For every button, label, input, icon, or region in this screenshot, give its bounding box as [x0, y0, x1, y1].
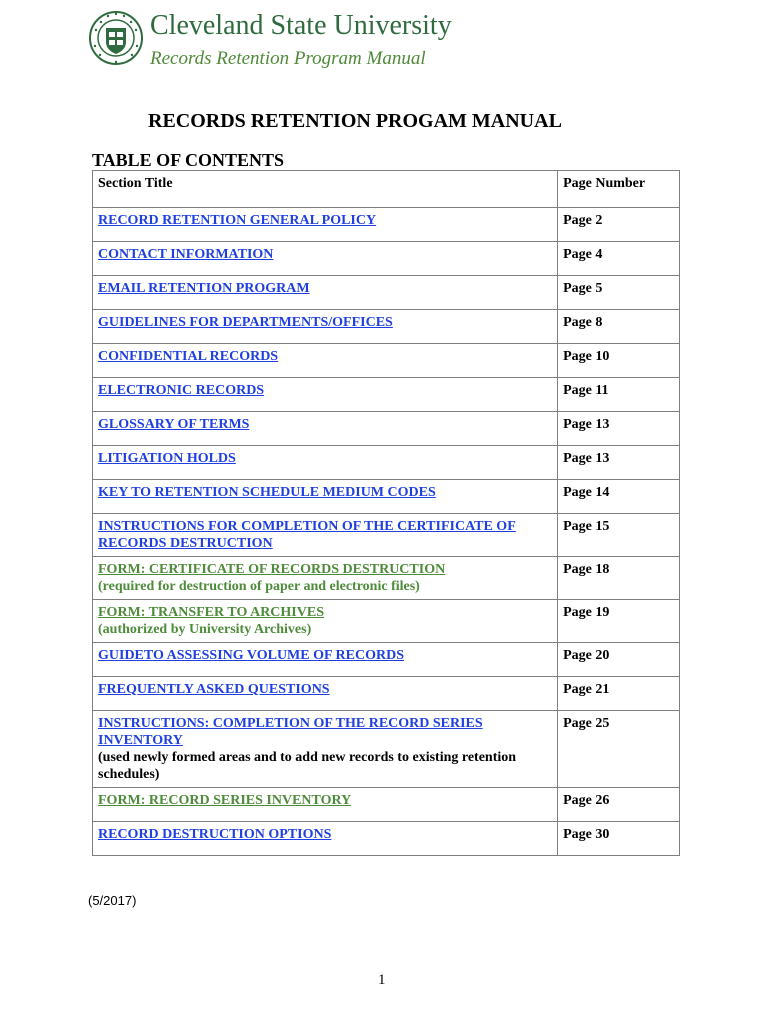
toc-row	[93, 310, 680, 344]
toc-row	[93, 711, 680, 788]
toc-link-faq[interactable]: FREQUENTLY ASKED QUESTIONS	[98, 682, 330, 697]
toc-row	[93, 600, 680, 643]
toc-page: Page 10	[558, 344, 680, 378]
toc-link-guidelines[interactable]: GUIDELINES FOR DEPARTMENTS/OFFICES	[98, 315, 393, 330]
toc-page: Page 18	[558, 557, 680, 600]
toc-row	[93, 514, 680, 557]
toc-row	[93, 557, 680, 600]
toc-link-certificate-instructions[interactable]: INSTRUCTIONS FOR COMPLETION OF THE CERTIFICATE OF RECORDS DESTRUCTION	[98, 519, 516, 551]
toc-page: Page 13	[558, 446, 680, 480]
toc-table	[92, 170, 680, 856]
toc-link-destruction-options[interactable]: RECORD DESTRUCTION OPTIONS	[98, 827, 332, 842]
toc-link-contact-information[interactable]: CONTACT INFORMATION	[98, 247, 274, 262]
toc-page: Page 4	[558, 242, 680, 276]
toc-page: Page 20	[558, 643, 680, 677]
toc-link-litigation-holds[interactable]: LITIGATION HOLDS	[98, 451, 236, 466]
toc-link-transfer-form[interactable]: FORM: TRANSFER TO ARCHIVES	[98, 605, 324, 620]
toc-page: Page 8	[558, 310, 680, 344]
toc-row	[93, 822, 680, 856]
university-name: Cleveland State University	[150, 10, 452, 41]
toc-page: Page 25	[558, 711, 680, 788]
toc-page: Page 15	[558, 514, 680, 557]
toc-link-inventory-form[interactable]: FORM: RECORD SERIES INVENTORY	[98, 793, 352, 808]
toc-link-certificate-form[interactable]: FORM: CERTIFICATE OF RECORDS DESTRUCTION	[98, 562, 446, 577]
toc-row	[93, 208, 680, 242]
toc-row	[93, 446, 680, 480]
toc-link-inventory-instructions[interactable]: INSTRUCTIONS: COMPLETION OF THE RECORD SERIES INVENTORY	[98, 716, 483, 748]
toc-link-volume-guide[interactable]: GUIDETO ASSESSING VOLUME OF RECORDS	[98, 648, 404, 663]
toc-note: (authorized by University Archives)	[98, 622, 312, 637]
toc-link-electronic-records[interactable]: ELECTRONIC RECORDS	[98, 383, 265, 398]
toc-note: (used newly formed areas and to add new records to existing retention schedules)	[98, 750, 517, 782]
toc-heading: TABLE OF CONTENTS	[92, 150, 285, 170]
toc-page: Page 21	[558, 677, 680, 711]
toc-row	[93, 480, 680, 514]
toc-header-row	[93, 171, 680, 208]
revision-date: (5/2017)	[88, 893, 137, 908]
toc-row	[93, 276, 680, 310]
toc-link-medium-codes[interactable]: KEY TO RETENTION SCHEDULE MEDIUM CODES	[98, 485, 436, 500]
toc-page: Page 19	[558, 600, 680, 643]
toc-link-email-retention[interactable]: EMAIL RETENTION PROGRAM	[98, 281, 310, 296]
toc-row	[93, 378, 680, 412]
toc-page: Page 5	[558, 276, 680, 310]
toc-row	[93, 643, 680, 677]
manual-subtitle: Records Retention Program Manual	[150, 48, 426, 69]
page-number-header: Page Number	[558, 171, 680, 208]
toc-page: Page 2	[558, 208, 680, 242]
toc-page: Page 13	[558, 412, 680, 446]
toc-note: (required for destruction of paper and electronic files)	[98, 579, 420, 594]
toc-row	[93, 412, 680, 446]
section-title-header: Section Title	[93, 171, 558, 208]
toc-link-confidential-records[interactable]: CONFIDENTIAL RECORDS	[98, 349, 279, 364]
toc-link-glossary[interactable]: GLOSSARY OF TERMS	[98, 417, 250, 432]
document-title: RECORDS RETENTION PROGAM MANUAL	[148, 110, 562, 132]
letterhead	[88, 6, 688, 74]
toc-page: Page 11	[558, 378, 680, 412]
toc-row	[93, 242, 680, 276]
page-number: 1	[378, 972, 386, 988]
toc-row	[93, 788, 680, 822]
toc-row	[93, 677, 680, 711]
toc-page: Page 30	[558, 822, 680, 856]
university-seal-icon	[88, 6, 144, 70]
toc-link-general-policy[interactable]: RECORD RETENTION GENERAL POLICY	[98, 213, 377, 228]
toc-page: Page 14	[558, 480, 680, 514]
toc-row	[93, 344, 680, 378]
toc-page: Page 26	[558, 788, 680, 822]
